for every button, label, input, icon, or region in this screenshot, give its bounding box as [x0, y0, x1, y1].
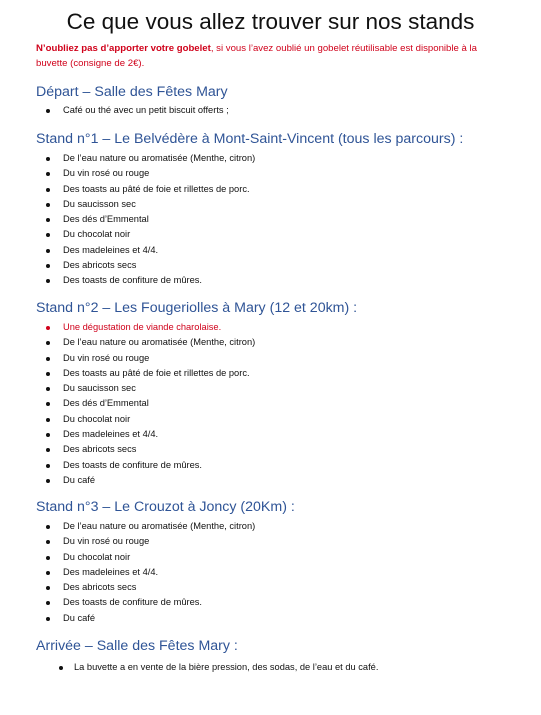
list-item: Du café [63, 473, 255, 488]
list-item: Des toasts de confiture de mûres. [63, 458, 255, 473]
page-title: Ce que vous allez trouver sur nos stands [66, 9, 475, 34]
list-item: Des madeleines et 4/4. [63, 243, 255, 258]
list-item: Du chocolat noir [63, 412, 255, 427]
list-item: Du chocolat noir [63, 227, 255, 242]
list-item: Du vin rosé ou rouge [63, 351, 255, 366]
section-title-stand-1: Stand n°1 – Le Belvédère à Mont-Saint-Vincent (tous les parcours) : [36, 131, 464, 147]
item-list-stand-1 [63, 151, 255, 289]
list-item: De l’eau nature ou aromatisée (Menthe, citron) [63, 519, 255, 534]
list-item: Des toasts de confiture de mûres. [63, 273, 255, 288]
list-item: De l’eau nature ou aromatisée (Menthe, citron) [63, 335, 255, 350]
list-item: Du café [63, 611, 255, 626]
list-item: Café ou thé avec un petit biscuit offerts ; [63, 103, 229, 118]
list-item: Du chocolat noir [63, 550, 255, 565]
list-item: Des dés d’Emmental [63, 212, 255, 227]
list-item-highlight: Une dégustation de viande charolaise. [63, 320, 255, 335]
list-item: Du saucisson sec [63, 197, 255, 212]
notice-text: , si vous l’avez oublié un gobelet réutilisable est disponible à la buvette (consigne de 2€). [36, 43, 477, 69]
item-list-arrivee [74, 660, 378, 675]
list-item: Des abricots secs [63, 258, 255, 273]
list-item: La buvette a en vente de la bière pression, des sodas, de l’eau et du café. [74, 660, 378, 675]
list-item: Du vin rosé ou rouge [63, 166, 255, 181]
section-title-arrivee: Arrivée – Salle des Fêtes Mary : [36, 638, 238, 654]
list-item: Du vin rosé ou rouge [63, 534, 255, 549]
list-item: Des abricots secs [63, 442, 255, 457]
list-item: Des abricots secs [63, 580, 255, 595]
item-list-depart [63, 103, 229, 118]
gobelet-notice [36, 42, 506, 71]
list-item: Du saucisson sec [63, 381, 255, 396]
list-item: Des toasts au pâté de foie et rillettes de porc. [63, 182, 255, 197]
list-item: Des toasts de confiture de mûres. [63, 595, 255, 610]
section-title-depart: Départ – Salle des Fêtes Mary [36, 84, 228, 100]
section-title-stand-2: Stand n°2 – Les Fougeriolles à Mary (12 et 20km) : [36, 300, 358, 316]
section-title-stand-3: Stand n°3 – Le Crouzot à Joncy (20Km) : [36, 499, 295, 515]
notice-bold-text: N’oubliez pas d’apporter votre gobelet [36, 43, 211, 54]
list-item: Des dés d’Emmental [63, 396, 255, 411]
list-item: Des madeleines et 4/4. [63, 565, 255, 580]
list-item: Des toasts au pâté de foie et rillettes de porc. [63, 366, 255, 381]
list-item: De l’eau nature ou aromatisée (Menthe, citron) [63, 151, 255, 166]
list-item: Des madeleines et 4/4. [63, 427, 255, 442]
item-list-stand-3 [63, 519, 255, 626]
item-list-stand-2 [63, 320, 255, 488]
